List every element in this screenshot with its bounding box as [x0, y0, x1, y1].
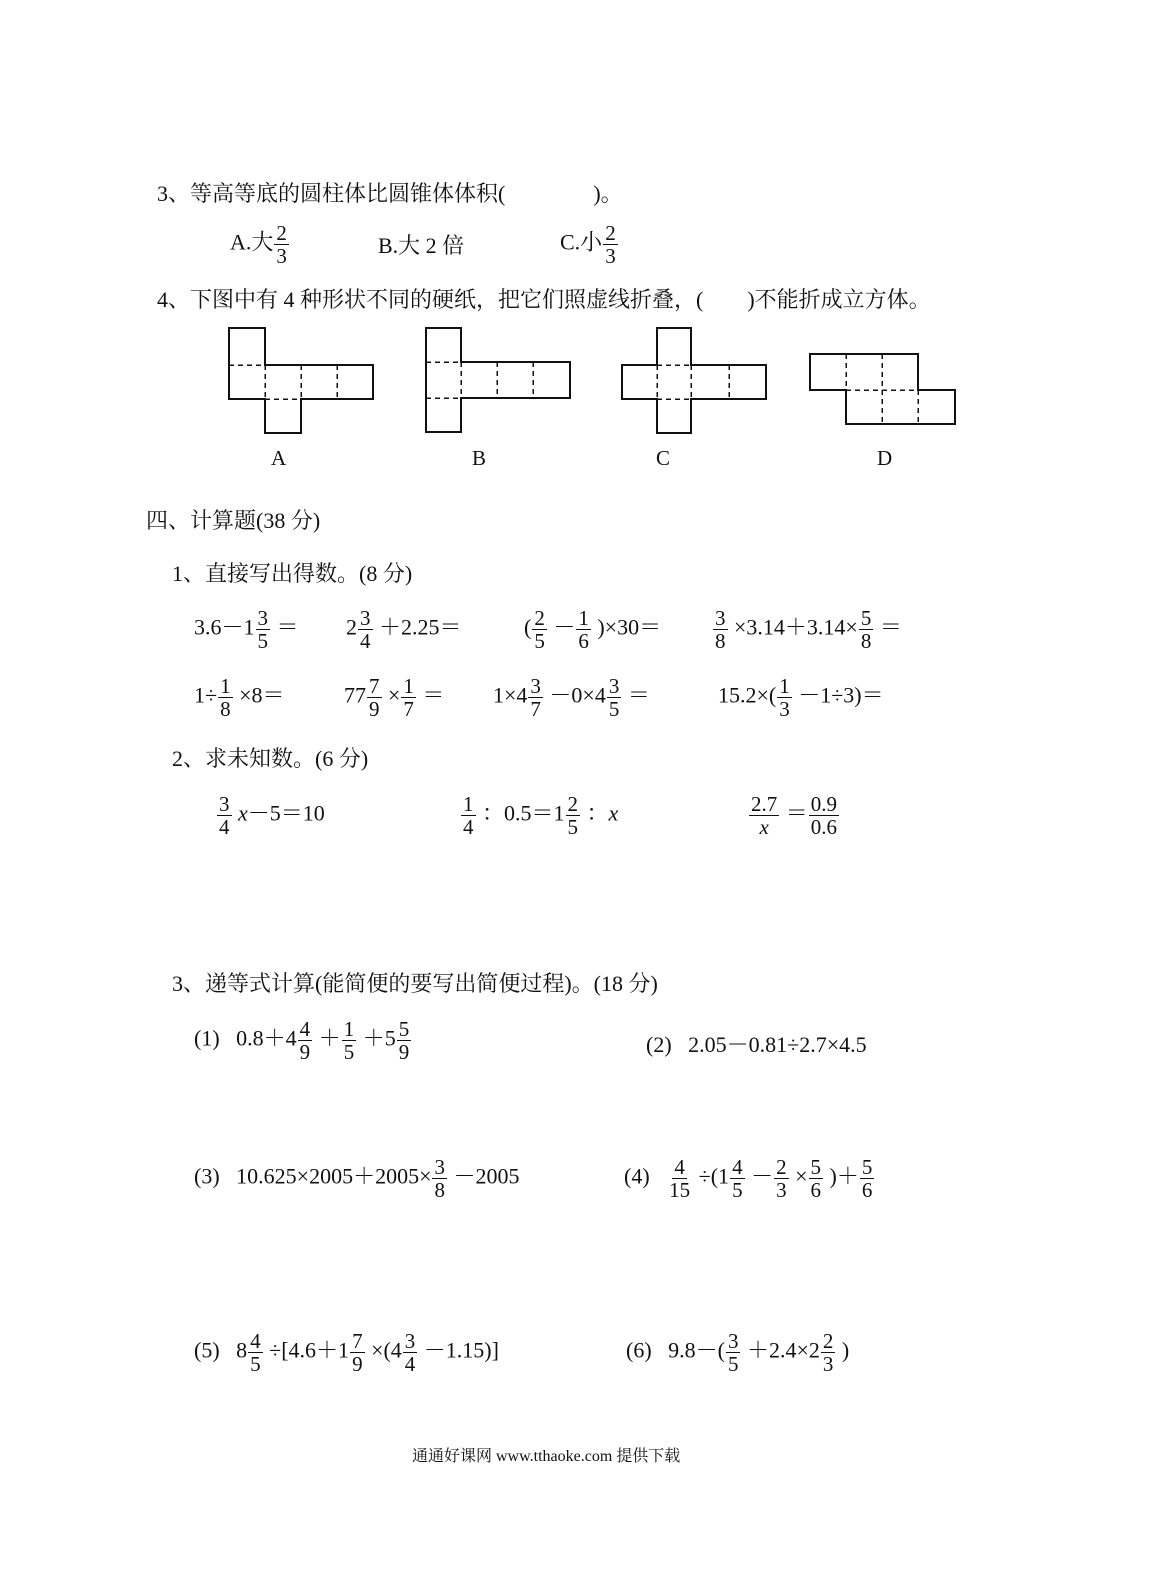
numerator: 2	[567, 792, 579, 816]
fraction	[274, 222, 289, 267]
fraction	[350, 1330, 365, 1375]
fraction	[860, 1156, 875, 1201]
net-label-d: D	[877, 446, 893, 470]
fraction	[603, 222, 618, 267]
numerator: 4	[674, 1155, 685, 1179]
expr-text: 1×4	[493, 682, 528, 708]
equation	[748, 793, 840, 838]
problem-label: (2)	[646, 1032, 672, 1057]
denominator: x	[759, 815, 769, 839]
fraction	[532, 607, 547, 652]
footer-text: 通通好课网 www.tthaoke.com 提供下载	[412, 1448, 681, 1465]
expression	[344, 675, 444, 720]
expr-text: ÷[4.6＋1	[269, 1337, 350, 1363]
expression	[346, 607, 462, 652]
expr-text: ＋2.25＝	[379, 614, 462, 640]
q3-option-a	[230, 222, 290, 267]
fraction	[217, 793, 232, 838]
denominator: 4	[404, 1352, 416, 1376]
expr-text: －0×4	[549, 682, 606, 708]
fraction	[730, 1156, 745, 1201]
fraction	[809, 1156, 824, 1201]
problem-3	[194, 1156, 520, 1201]
fraction	[607, 675, 622, 720]
denominator: 5	[250, 1352, 261, 1376]
denominator: 5	[727, 1352, 739, 1376]
expr-text: 8	[236, 1337, 248, 1363]
cube-net-c	[619, 325, 771, 437]
problem-label: (6)	[626, 1337, 652, 1363]
fraction	[401, 675, 416, 720]
expr-text: －5＝10	[247, 800, 325, 826]
part3-title: 3、递等式计算(能简便的要写出简便过程)。(18 分)	[172, 971, 658, 996]
expr-text: ÷(1	[698, 1163, 730, 1189]
fraction	[774, 1156, 789, 1201]
numerator: 2	[534, 606, 545, 630]
numerator: 2.7	[751, 792, 778, 816]
expr-text: )×30＝	[597, 614, 662, 640]
numerator: 2	[776, 1155, 787, 1179]
part2-title: 2、求未知数。(6 分)	[172, 746, 369, 771]
denominator: 4	[463, 815, 474, 839]
fraction	[342, 1018, 357, 1063]
numerator: 5	[810, 1155, 821, 1179]
problem-2	[646, 1032, 867, 1058]
numerator: 4	[250, 1329, 261, 1353]
expr-text: 2.05－0.81÷2.7×4.5	[688, 1032, 867, 1057]
cube-net-d	[807, 351, 959, 431]
fraction	[248, 1330, 263, 1375]
fraction	[367, 675, 382, 720]
denominator: 0.6	[810, 815, 838, 839]
net-label-a: A	[271, 446, 287, 470]
fraction	[566, 793, 581, 838]
expr-text: 1÷	[194, 682, 218, 708]
net-label-c: C	[656, 446, 671, 470]
denominator: 4	[219, 815, 230, 839]
section-title: 四、计算题(38 分)	[146, 508, 321, 533]
expr-text: －	[553, 614, 576, 640]
expr-text: 0.8＋4	[236, 1025, 297, 1051]
expression	[524, 607, 661, 652]
expression	[718, 675, 884, 720]
expr-text: ＋	[318, 1025, 341, 1051]
numerator: 2	[276, 221, 287, 245]
fraction	[461, 793, 476, 838]
numerator: 3	[530, 674, 541, 698]
expr-text: ×3.14＋3.14×	[734, 614, 858, 640]
expr-text: ×(4	[371, 1337, 402, 1363]
denominator: 6	[861, 1178, 873, 1202]
denominator: 3	[605, 244, 616, 268]
fraction	[809, 793, 839, 838]
denominator: 5	[608, 697, 620, 721]
numerator: 0.9	[810, 792, 838, 816]
q3-option-b: B.大 2 倍	[378, 233, 465, 258]
numerator: 3	[715, 606, 726, 630]
q3-option-c	[560, 222, 619, 267]
expr-text: 9.8－(	[668, 1337, 725, 1363]
denominator: 7	[530, 697, 541, 721]
fraction	[218, 675, 233, 720]
expr-text: 15.2×(	[718, 682, 777, 708]
expression	[194, 675, 285, 720]
part1-title: 1、直接写出得数。(8 分)	[172, 561, 413, 586]
cube-net-b	[423, 325, 575, 437]
fraction	[298, 1018, 313, 1063]
expr-text: －1.15)]	[423, 1337, 499, 1363]
numerator: 1	[343, 1017, 355, 1041]
expr-text: ＝	[879, 614, 902, 640]
expr-text: 77	[344, 682, 366, 708]
problem-label: (4)	[624, 1163, 650, 1189]
denominator: 5	[567, 815, 579, 839]
denominator: 5	[534, 629, 545, 653]
denominator: 5	[732, 1178, 743, 1202]
denominator: 3	[776, 1178, 787, 1202]
q3-option-a-text: A.大	[230, 229, 274, 255]
expr-text: )	[841, 1337, 850, 1363]
expr-text: )＋	[829, 1163, 859, 1189]
fraction	[358, 607, 373, 652]
denominator: 4	[360, 629, 371, 653]
expr-text: (	[524, 614, 532, 640]
denominator: 5	[343, 1040, 355, 1064]
numerator: 3	[404, 1329, 416, 1353]
denominator: 9	[369, 697, 380, 721]
numerator: 2	[822, 1329, 834, 1353]
numerator: 3	[727, 1329, 739, 1353]
numerator: 3	[608, 674, 620, 698]
expr-text: ＋5	[362, 1025, 396, 1051]
expr-text: ×	[388, 682, 401, 708]
denominator: 8	[220, 697, 231, 721]
expr-text: ×8＝	[239, 682, 285, 708]
numerator: 3	[257, 606, 269, 630]
problem-5	[194, 1330, 499, 1375]
numerator: 7	[369, 674, 380, 698]
numerator: 1	[463, 792, 474, 816]
problem-label: (5)	[194, 1337, 220, 1363]
numerator: 3	[434, 1155, 445, 1179]
equation	[460, 793, 618, 838]
numerator: 4	[299, 1017, 311, 1041]
fraction	[777, 675, 792, 720]
expr-text: －	[751, 1163, 774, 1189]
net-label-b: B	[472, 446, 487, 470]
expression	[194, 607, 299, 652]
variable: x	[238, 800, 248, 826]
fraction	[576, 607, 591, 652]
denominator: 6	[578, 629, 589, 653]
denominator: 9	[398, 1040, 410, 1064]
denominator: 3	[779, 697, 790, 721]
cube-net-a	[226, 325, 378, 437]
denominator: 8	[715, 629, 726, 653]
numerator: 4	[732, 1155, 743, 1179]
denominator: 3	[276, 244, 287, 268]
expr-text: 2	[346, 614, 357, 640]
equation	[216, 793, 325, 838]
q4-question: 4、下图中有 4 种形状不同的硬纸，把它们照虚线折叠，( )不能折成立方体。	[157, 287, 931, 312]
numerator: 1	[403, 674, 414, 698]
expr-text: 10.625×2005＋2005×	[236, 1163, 432, 1189]
expression	[493, 675, 650, 720]
expression	[712, 607, 902, 652]
denominator: 8	[860, 629, 872, 653]
fraction	[713, 607, 728, 652]
fraction	[397, 1018, 412, 1063]
expr-text: ＝	[785, 800, 808, 826]
denominator: 5	[257, 629, 269, 653]
numerator: 1	[578, 606, 589, 630]
expr-text: ＝	[422, 682, 445, 708]
denominator: 6	[810, 1178, 821, 1202]
denominator: 7	[403, 697, 414, 721]
problem-label: (1)	[194, 1025, 220, 1051]
fraction	[821, 1330, 836, 1375]
q3-option-c-text: C.小	[560, 229, 603, 255]
numerator: 3	[360, 606, 371, 630]
numerator: 3	[219, 792, 230, 816]
expr-text: －1÷3)＝	[798, 682, 884, 708]
fraction	[403, 1330, 418, 1375]
q3-question: 3、等高等底的圆柱体比圆锥体体积( )。	[157, 181, 623, 206]
fraction	[859, 607, 874, 652]
fraction	[667, 1156, 692, 1201]
expr-text: ：0.5＝1	[482, 800, 565, 826]
numerator: 7	[352, 1329, 363, 1353]
expr-text: －2005	[453, 1163, 520, 1189]
problem-6	[626, 1330, 849, 1375]
denominator: 9	[352, 1352, 363, 1376]
numerator: 2	[605, 221, 616, 245]
problem-1	[194, 1018, 412, 1063]
expr-text: ×	[795, 1163, 808, 1189]
expr-text: ：	[586, 800, 609, 826]
problem-4	[624, 1156, 875, 1201]
fraction	[432, 1156, 447, 1201]
fraction	[528, 675, 543, 720]
denominator: 9	[299, 1040, 311, 1064]
problem-label: (3)	[194, 1163, 220, 1189]
expr-text: ＝	[276, 614, 299, 640]
variable: x	[608, 800, 619, 826]
denominator: 15	[669, 1178, 691, 1202]
denominator: 8	[434, 1178, 445, 1202]
expr-text: ＝	[627, 682, 650, 708]
numerator: 1	[220, 674, 231, 698]
denominator: 3	[822, 1352, 834, 1376]
fraction	[726, 1330, 741, 1375]
expr-text: 3.6－1	[194, 614, 255, 640]
numerator: 5	[860, 606, 872, 630]
numerator: 1	[779, 674, 790, 698]
fraction	[256, 607, 271, 652]
expr-text: ＋2.4×2	[746, 1337, 820, 1363]
fraction	[749, 793, 779, 838]
numerator: 5	[398, 1017, 410, 1041]
numerator: 5	[861, 1155, 873, 1179]
